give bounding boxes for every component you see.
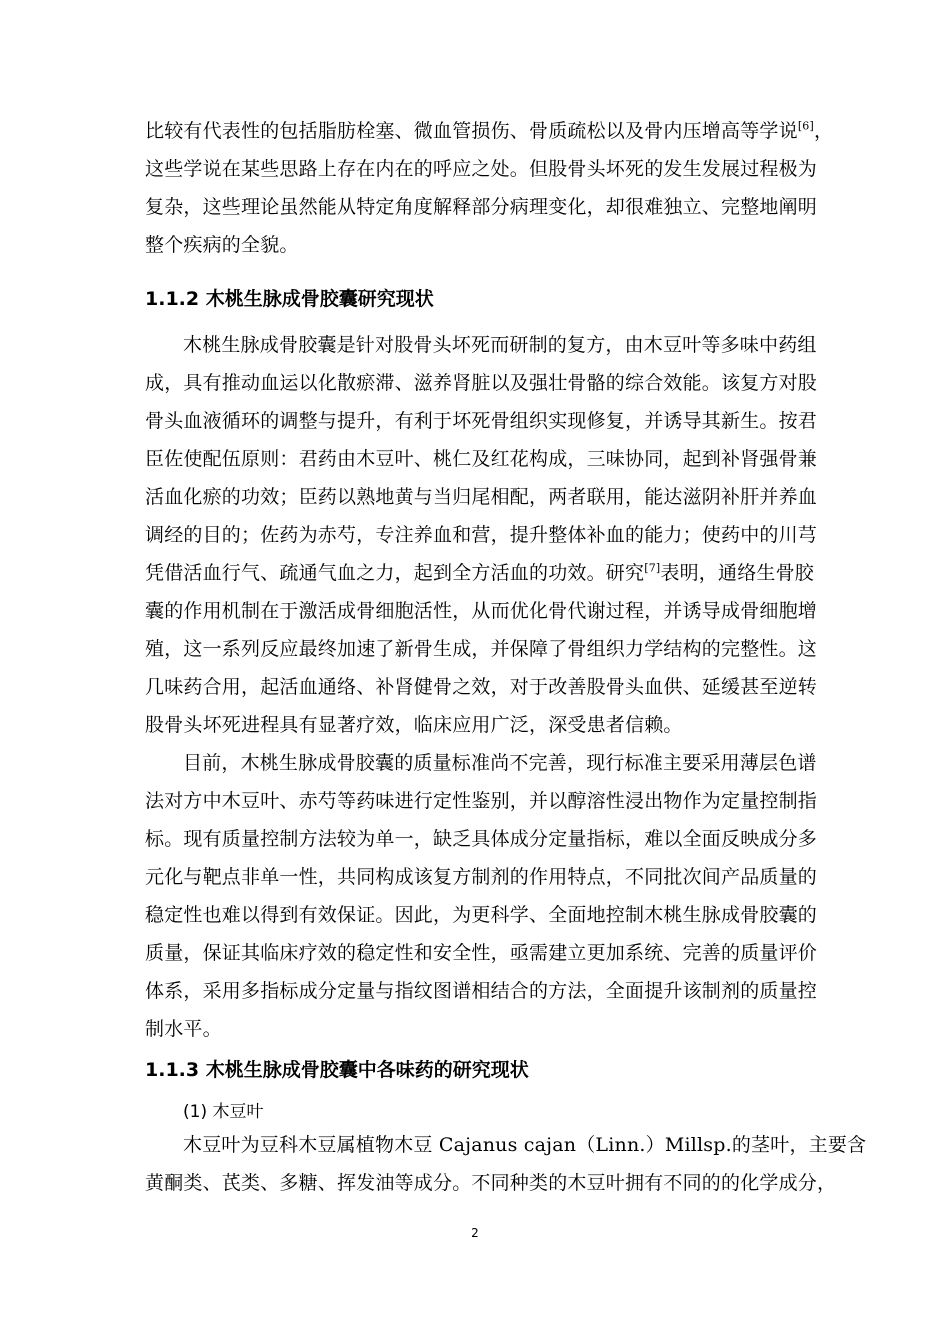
paragraph-line: 整个疾病的全貌。 bbox=[145, 234, 299, 256]
paragraph-line: 木豆叶为豆科木豆属植物木豆 Cajanus cajan（Linn.）Millsp.的茎叶，主要含 bbox=[183, 1134, 867, 1156]
paragraph-line bbox=[145, 556, 814, 590]
paragraph-line: 囊的作用机制在于激活成骨细胞活性，从而优化骨代谢过程，并诱导成骨细胞增 bbox=[145, 600, 818, 622]
paragraph-line: 成，具有推动血运以化散瘀滞、滋养肾脏以及强壮骨骼的综合效能。该复方对股 bbox=[145, 372, 818, 394]
paragraph-line: 调经的目的；佐药为赤芍，专注养血和营，提升整体补血的能力；使药中的川芎 bbox=[145, 524, 818, 546]
paragraph-line: 元化与靶点非单一性，共同构成该复方制剂的作用特点，不同批次间产品质量的 bbox=[145, 866, 818, 888]
text-run: ， bbox=[814, 120, 834, 142]
paragraph-line: 木桃生脉成骨胶囊是针对股骨头坏死而研制的复方，由木豆叶等多味中药组 bbox=[183, 334, 817, 356]
text-run: 凭借活血行气、疏通气血之力，起到全方活血的功效。研究 bbox=[145, 562, 645, 584]
section-heading: 1.1.3 木桃生脉成骨胶囊中各味药的研究现状 bbox=[145, 1059, 529, 1081]
paragraph-line: 这些学说在某些思路上存在内在的呼应之处。但股骨头坏死的发生发展过程极为 bbox=[145, 158, 818, 180]
paragraph-line: 制水平。 bbox=[145, 1018, 222, 1040]
paragraph-line: 质量，保证其临床疗效的稳定性和安全性，亟需建立更加系统、完善的质量评价 bbox=[145, 942, 818, 964]
paragraph-line: 臣佐使配伍原则：君药由木豆叶、桃仁及红花构成，三味协同，起到补肾强骨兼 bbox=[145, 448, 818, 470]
citation-ref: [7] bbox=[644, 561, 661, 575]
paragraph-line: 殖，这一系列反应最终加速了新骨生成，并保障了骨组织力学结构的完整性。这 bbox=[145, 638, 818, 660]
paragraph-line: 几味药合用，起活血通络、补肾健骨之效，对于改善股骨头血供、延缓甚至逆转 bbox=[145, 676, 818, 698]
page-number: 2 bbox=[471, 1226, 479, 1240]
paragraph-line: 股骨头坏死进程具有显著疗效，临床应用广泛，深受患者信赖。 bbox=[145, 714, 683, 736]
paragraph-line: 目前，木桃生脉成骨胶囊的质量标准尚不完善，现行标准主要采用薄层色谱 bbox=[183, 752, 817, 774]
paragraph-line: 活血化瘀的功效；臣药以熟地黄与当归尾相配，两者联用，能达滋阴补肝并养血 bbox=[145, 486, 818, 508]
paragraph-line: 黄酮类、芪类、多糖、挥发油等成分。不同种类的木豆叶拥有不同的的化学成分， bbox=[145, 1172, 837, 1194]
paragraph-line: 稳定性也难以得到有效保证。因此，为更科学、全面地控制木桃生脉成骨胶囊的 bbox=[145, 904, 818, 926]
text-run: 比较有代表性的包括脂肪栓塞、微血管损伤、骨质疏松以及骨内压增高等学说 bbox=[145, 120, 798, 142]
paragraph-line bbox=[145, 114, 834, 148]
subsection-heading: (1) 木豆叶 bbox=[183, 1102, 264, 1122]
citation-ref: [6] bbox=[797, 119, 814, 133]
section-heading: 1.1.2 木桃生脉成骨胶囊研究现状 bbox=[145, 288, 434, 310]
paragraph-line: 体系，采用多指标成分定量与指纹图谱相结合的方法，全面提升该制剂的质量控 bbox=[145, 980, 818, 1002]
paragraph-line: 复杂，这些理论虽然能从特定角度解释部分病理变化，却很难独立、完整地阐明 bbox=[145, 196, 818, 218]
paragraph-line: 标。现有质量控制方法较为单一，缺乏具体成分定量指标，难以全面反映成分多 bbox=[145, 828, 818, 850]
paragraph-line: 骨头血液循环的调整与提升，有利于坏死骨组织实现修复，并诱导其新生。按君 bbox=[145, 410, 818, 432]
text-run: 表明，通络生骨胶 bbox=[660, 562, 814, 584]
paragraph-line: 法对方中木豆叶、赤芍等药味进行定性鉴别，并以醇溶性浸出物作为定量控制指 bbox=[145, 790, 818, 812]
